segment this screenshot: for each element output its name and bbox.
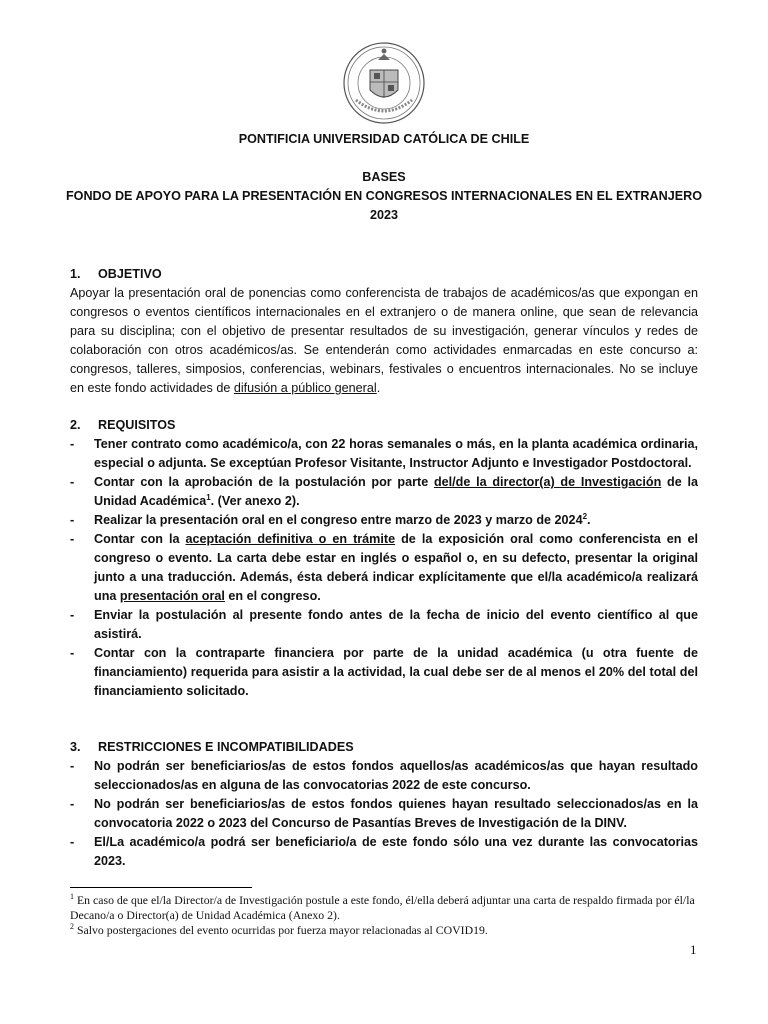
institution-name: PONTIFICIA UNIVERSIDAD CATÓLICA DE CHILE [238,132,530,146]
list-item: - Contar con la contraparte financiera por parte de la unidad académica (u otra fuente de financiamiento) requerida para asistir a la actividad, la cual debe ser de al menos el 20% del total del financiamiento solicitado. [70,646,698,698]
section-heading: 3. RESTRICCIONES E INCOMPATIBILIDADES [70,740,354,754]
document-year: 2023 [369,208,399,222]
objetivo-paragraph: Apoyar la presentación oral de ponencias como conferencista de trabajos de académicos/as que expongan en congresos o eventos científicos internacionales en el extranjero o de manera online, que sean de relevancia para su disciplina; con el objetivo de presentar resultados de su investigación, generar vínculos y redes de colaboración con otros académicos/as. Se entenderán como actividades enmarcadas en este concurso a: congresos, talleres, simposios, conferencias, webinars, festivales o encuentros internacionales. No se incluye en este fondo actividades de difusión a público general. [70,286,698,395]
list-item: - No podrán ser beneficiarios/as de estos fondos quienes hayan resultado seleccionados/as en la convocatoria 2022 o 2023 del Concurso de Pasantías Breves de Investigación de la DINV. [70,797,698,830]
restricciones-list [70,757,698,871]
list-item: - Realizar la presentación oral en el congreso entre marzo de 2023 y marzo de 2024$^2$. [70,511,591,527]
list-item: - El/La académico/a podrá ser beneficiario/a de este fondo sólo una vez durante las convocatorias 2023. [70,835,698,868]
page-number: 1 [690,942,697,957]
list-item: - Enviar la postulación al presente fondo antes de la fecha de inicio del evento científico al que asistirá. [70,608,698,641]
footnotes [70,893,700,938]
list-item: - Contar con la aceptación definitiva o en trámite de la exposición oral como conferencista en el congreso o evento. La carta debe estar en inglés o español o, en su defecto, presentar la original junto a una traducción. Además, ésta deberá indicar explícitamente que el/la académico/a realizará una presentación oral en el congreso. [70,532,698,603]
section-restricciones [70,738,698,871]
document-title: FONDO DE APOYO PARA LA PRESENTACIÓN EN CONGRESOS INTERNACIONALES EN EL EXTRANJERO [65,189,703,203]
requisitos-list [70,435,698,701]
footnote-divider [70,887,252,888]
footnote-1: $^1$ En caso de que el/la Director/a de Investigación postule a este fondo, él/ella deberá adjuntar una carta de respaldo firmada por él/la Decano/a o Director(a) de Unidad Académica (Anexo 2). [70,892,695,922]
footnote-2: $^2$ Salvo postergaciones del evento ocurridas por fuerza mayor relacionadas al COVID19. [70,922,488,937]
section-requisitos [70,416,698,701]
bases-heading: BASES [362,170,406,184]
list-item: - No podrán ser beneficiarios/as de estos fondos aquellos/as académicos/as que hayan resultado seleccionados/as en alguna de las convocatorias 2022 de este concurso. [70,759,698,792]
university-seal-logo [342,40,426,126]
list-item: - Tener contrato como académico/a, con 22 horas semanales o más, en la planta académica ordinaria, especial o adjunta. Se exceptúan Profesor Visitante, Instructor Adjunto e Investigador Postdoctoral. [70,437,698,470]
list-item: - Contar con la aprobación de la postulación por parte del/de la director(a) de Investigación de la Unidad Académica$^1$. (Ver anexo 2). [70,475,698,508]
section-heading: 2. REQUISITOS [70,418,176,432]
section-objetivo [70,265,698,398]
section-heading: 1. OBJETIVO [70,267,162,281]
